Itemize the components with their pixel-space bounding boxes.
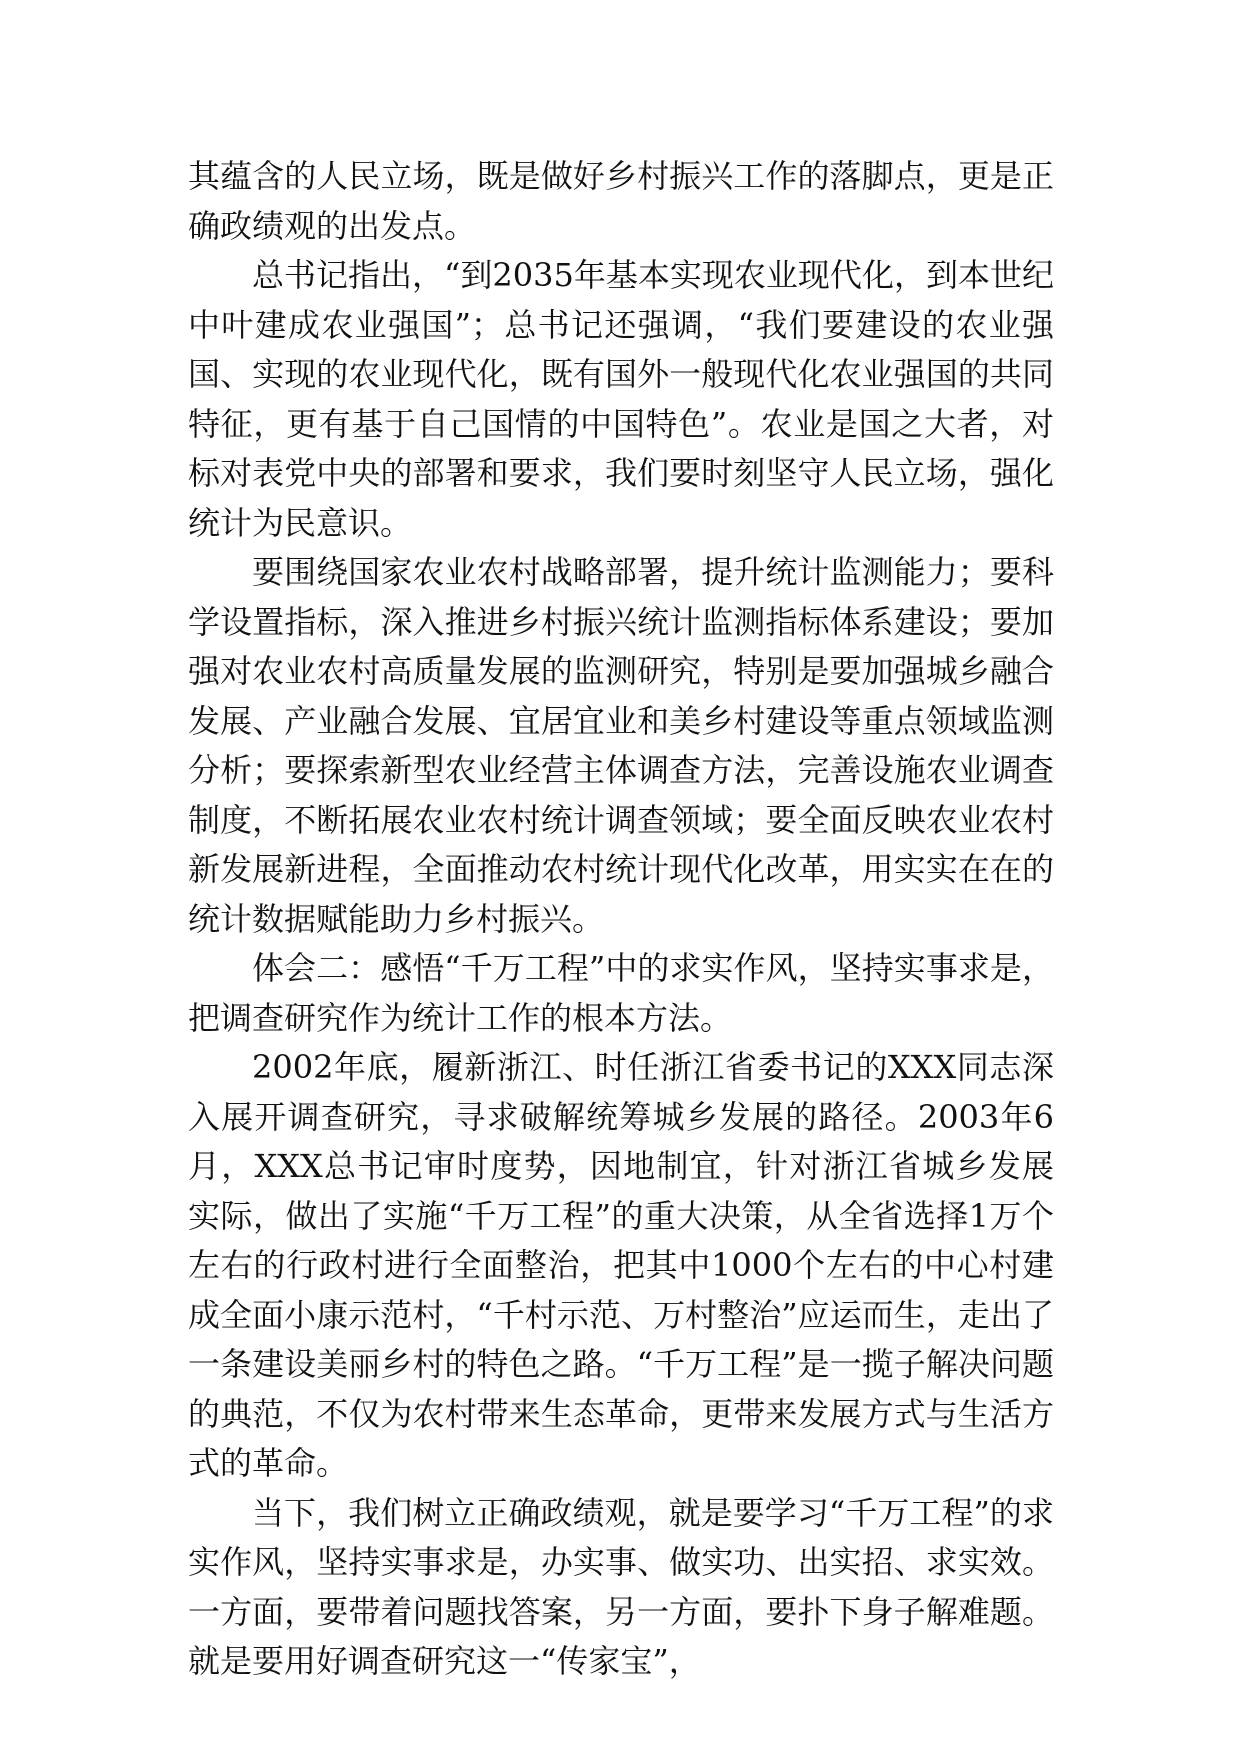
document-body: [188, 152, 1054, 1687]
paragraph-section-heading-two: 体会二：感悟“千万工程”中的求实作风，坚持实事求是，把调查研究作为统计工作的根本方法。: [188, 949, 1054, 1037]
paragraph-continued: 其蕴含的人民立场，既是做好乡村振兴工作的落脚点，更是正确政绩观的出发点。: [188, 157, 1054, 245]
paragraph-general-secretary-quote: 总书记指出，“到2035年基本实现农业现代化，到本世纪中叶建成农业强国”；总书记还强调，“我们要建设的农业强国、实现的农业现代化，既有国外一般现代化农业强国的共同特征，更有基于自己国情的中国特色”。农业是国之大者，对标对表党中央的部署和要求，我们要时刻坚守人民立场，强化统计为民意识。: [188, 256, 1054, 542]
paragraph-statistical-monitoring: 要围绕国家农业农村战略部署，提升统计监测能力；要科学设置指标，深入推进乡村振兴统计监测指标体系建设；要加强对农业农村高质量发展的监测研究，特别是要加强城乡融合发展、产业融合发展、宜居宜业和美乡村建设等重点领域监测分析；要探索新型农业经营主体调查方法，完善设施农业调查制度，不断拓展农业农村统计调查领域；要全面反映农业农村新发展新进程，全面推动农村统计现代化改革，用实实在在的统计数据赋能助力乡村振兴。: [188, 553, 1054, 938]
paragraph-practical-style: 当下，我们树立正确政绩观，就是要学习“千万工程”的求实作风，坚持实事求是，办实事、做实功、出实招、求实效。一方面，要带着问题找答案，另一方面，要扑下身子解难题。就是要用好调查研究这一“传家宝”，: [188, 1493, 1054, 1680]
paragraph-thousand-project-history: 2002年底，履新浙江、时任浙江省委书记的XXX同志深入展开调查研究，寻求破解统筹城乡发展的路径。2003年6月，XXX总书记审时度势，因地制宜，针对浙江省城乡发展实际，做出了实施“千万工程”的重大决策，从全省选择1万个左右的行政村进行全面整治，把其中1000个左右的中心村建成全面小康示范村，“千村示范、万村整治”应运而生，走出了一条建设美丽乡村的特色之路。“千万工程”是一揽子解决问题的典范，不仅为农村带来生态革命，更带来发展方式与生活方式的革命。: [188, 1048, 1054, 1482]
